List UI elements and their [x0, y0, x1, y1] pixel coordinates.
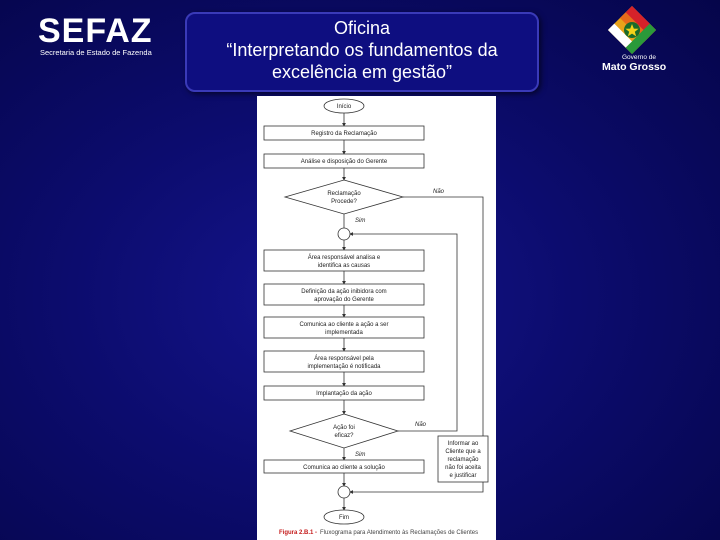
title-line-1: Oficina: [333, 18, 391, 38]
mato-grosso-logo: [596, 4, 668, 72]
flowchart-page: [257, 96, 496, 540]
decision-diamond-eficaz: [290, 414, 398, 448]
step-label: Definição da ação inibidora com: [301, 289, 387, 295]
step-label: Implantação da ação: [316, 391, 372, 397]
decision-diamond-procede: [285, 180, 403, 214]
title-line-3: excelência em gestão”: [271, 62, 453, 82]
yes-label: Sim: [355, 218, 366, 224]
caption-number: Figura 2.B.1 -: [279, 530, 318, 536]
flowchart-diagram: [257, 96, 496, 540]
slide-title: [185, 12, 539, 92]
step-label: Comunica ao cliente a ação a ser: [299, 322, 389, 328]
sefaz-logo-text: SEFAZ: [38, 12, 153, 50]
sefaz-logo: [36, 12, 153, 58]
step-label: Área responsável analisa e: [307, 255, 381, 261]
step-label: Área responsável pela: [314, 356, 374, 362]
step-label: Análise e disposição do Gerente: [300, 159, 388, 165]
inform-line: não foi aceita: [445, 465, 481, 471]
mt-logo-big-text: Mato Grosso: [602, 61, 667, 73]
inform-line: reclamação: [447, 457, 479, 463]
start-label: Início: [336, 104, 352, 110]
step-label: identifica as causas: [317, 263, 371, 269]
step-label: aprovação do Gerente: [314, 297, 374, 303]
mt-logo-small-text: Governo de: [622, 54, 656, 61]
figure-caption: [279, 530, 478, 536]
decision-label: Reclamação: [327, 191, 361, 197]
yes-label: Sim: [355, 452, 366, 458]
step-label: Registro da Reclamação: [311, 131, 377, 137]
sefaz-logo-tagline: Secretaria de Estado de Fazenda: [40, 48, 152, 57]
connector-circle: [338, 486, 350, 498]
connector-circle: [338, 228, 350, 240]
end-label: Fim: [339, 515, 349, 521]
mato-grosso-emblem-icon: [596, 4, 668, 56]
inform-line: Cliente que a: [445, 449, 481, 455]
inform-line: Informar ao: [447, 441, 479, 447]
caption-text: Fluxograma para Atendimento às Reclamações de Clientes: [320, 530, 479, 536]
decision-label: eficaz?: [334, 433, 354, 439]
title-line-2: “Interpretando os fundamentos da: [226, 40, 498, 60]
decision-label: Procede?: [331, 199, 357, 205]
step-label: Comunica ao cliente a solução: [303, 465, 385, 471]
step-label: implementada: [325, 330, 363, 336]
step-label: implementação é notificada: [307, 364, 381, 370]
inform-line: e justificar: [449, 473, 477, 479]
no-label: Não: [433, 189, 445, 195]
no-label: Não: [415, 422, 427, 428]
decision-label: Ação foi: [333, 425, 355, 431]
